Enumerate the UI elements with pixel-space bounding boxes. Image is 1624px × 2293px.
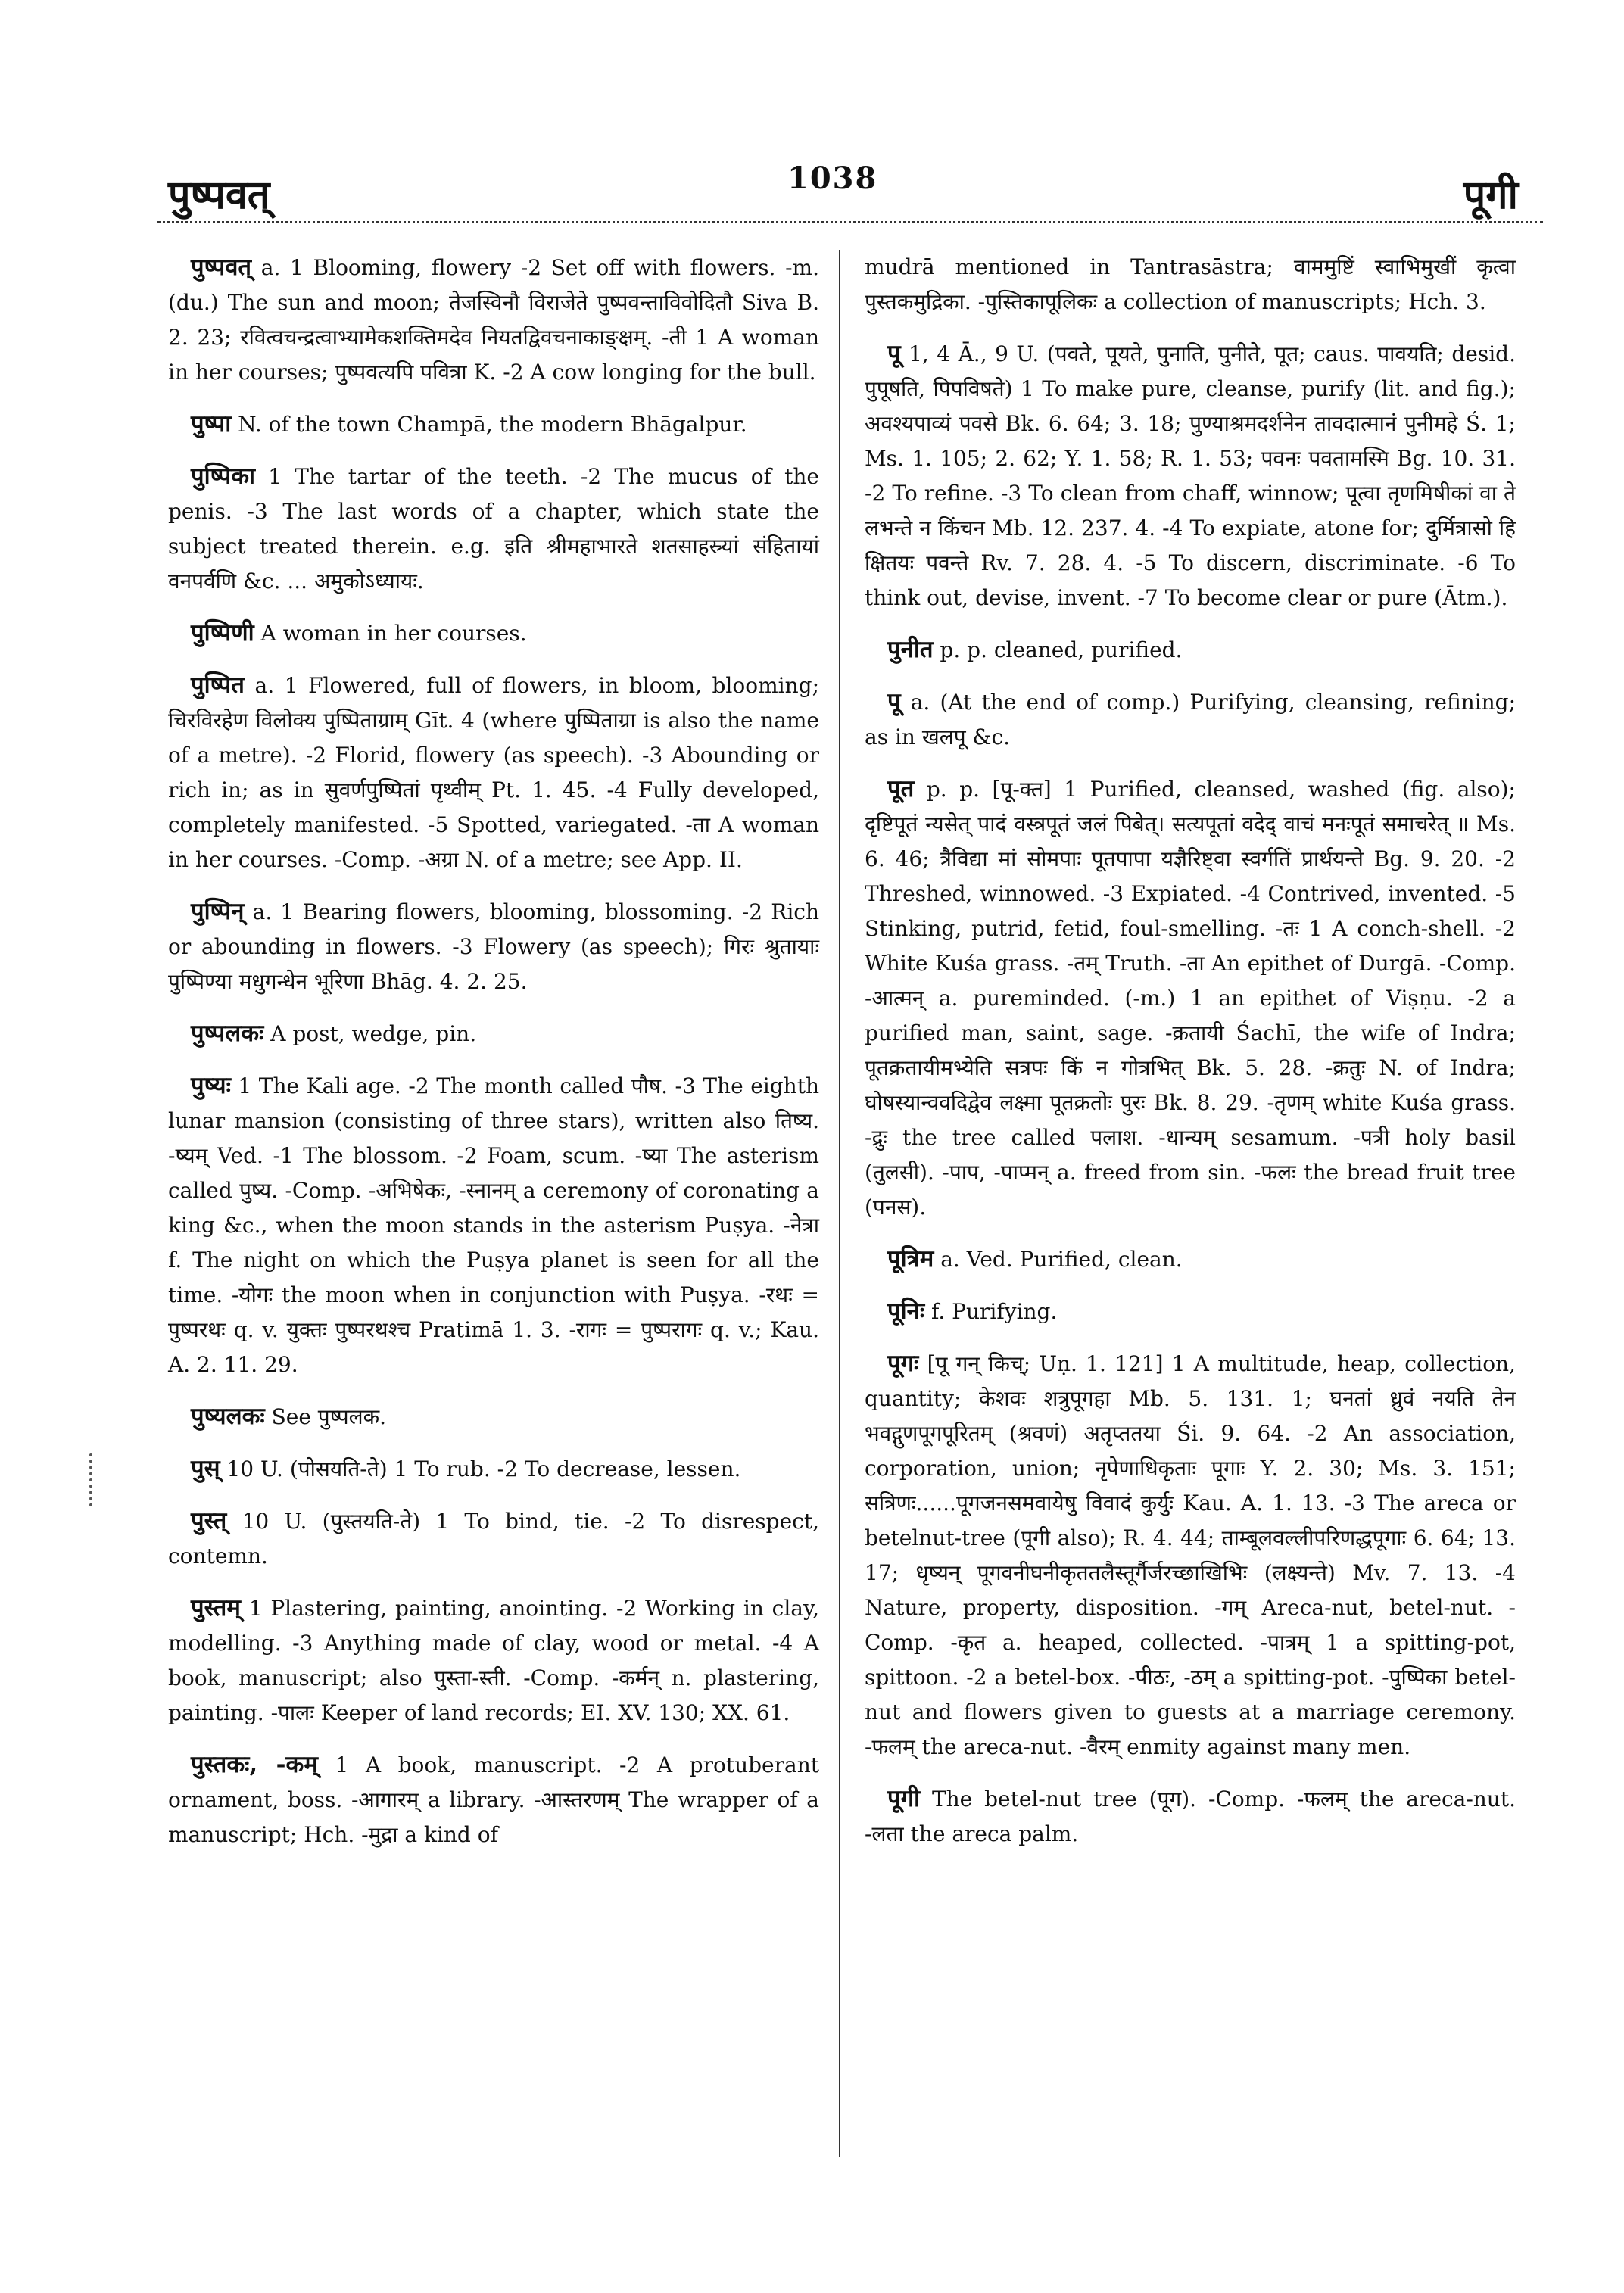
- entry-headword: पुष्पवत्: [191, 254, 252, 281]
- running-head-left: पुष्पवत्: [168, 172, 270, 218]
- dictionary-entry: [168, 1016, 819, 1051]
- entry-definition: p. p. [पू-क्त] 1 Purified, cleansed, washed (fig. also); दृष्टिपूतं न्यसेत् पादं वस्त्रपूतं जलं पिबेत्। सत्यपूतां वदेद् वाचं मनःपूतं समाचरेत् ॥ Ms. 6. 46; त्रैविद्या मां सोमपाः पूतपापा यज्ञैरिष्ट्वा स्वर्गतिं प्रार्थयन्ते Bg. 9. 20. -2 Threshed, winnowed. -3 Expiated. -4 Contrived, invented. -5 Stinking, putrid, fetid, foul-smelling. -तः 1 A conch-shell. -2 White Kuśa grass. -तम् Truth. -ता An epithet of Durgā. -Comp. -आत्मन् a. pureminded. (-m.) 1 an epithet of Viṣṇu. -2 a purified man, saint, sage. -क्रतायी Śachī, the wife of Indra; पूतक्रतायीमभ्येति सत्रपः किं न गोत्रभित् Bk. 5. 28. -क्रतुः N. of Indra; घोषस्यान्ववदिद्वेव लक्ष्मा पूतक्रतोः पुरः Bk. 8. 29. -तृणम् white Kuśa grass. -द्रुः the tree called पलाश. -धान्यम् sesamum. -पत्री holy basil (तुलसी). -पाप, -पाप्मन् a. freed from sin. -फलः the bread fruit tree (पनस).: [865, 777, 1516, 1220]
- entry-headword: पुष्पा: [191, 410, 232, 438]
- dictionary-entry: [168, 1590, 819, 1731]
- dictionary-entry: [168, 459, 819, 599]
- right-column: [865, 250, 1516, 1868]
- page-number: 1038: [787, 160, 878, 196]
- dictionary-entry: [865, 1242, 1516, 1277]
- entry-headword: पूनिः: [887, 1298, 925, 1325]
- entry-headword: पू: [887, 688, 901, 715]
- running-head-right: पूगी: [1463, 172, 1518, 218]
- entry-definition: [पू गन् किच्; Uṇ. 1. 121] 1 A multitude, heap, collection, quantity; केशवः शत्रुपूगहा Mb. 5. 131. 1; घनतां ध्रुवं नयति तेन भवद्गुणपूगपूरितम् (श्रवणं) अतृप्ततया Śi. 9. 64. -2 An association, corporation, union; नृपेणाधिकृताः पूगाः Y. 2. 30; Ms. 3. 151; सत्रिणः......पूगजनसमवायेषु विवादं कुर्युः Kau. A. 1. 13. -3 The areca or betelnut-tree (पूगी also); R. 4. 44; ताम्बूलवल्लीपरिणद्धपूगाः 6. 64; 13. 17; धृष्यन् पूगवनीघनीकृततलैस्तूर्गैर्जरच्छाखिभिः (लक्ष्यन्ते) Mv. 7. 13. -4 Nature, property, disposition. -गम् Areca-nut, betel-nut. -Comp. -कृत a. heaped, collected. -पात्रम् 1 a spitting-pot, spittoon. -2 a betel-box. -पीठः, -ठम् a spitting-pot. -पुष्पिका betel-nut and flowers given to guests at a marriage ceremony. -फलम् the areca-nut. -वैरम् enmity against many men.: [865, 1351, 1516, 1759]
- entry-headword: पुष्पिका: [191, 463, 256, 490]
- dictionary-entry: [168, 407, 819, 442]
- entry-definition: f. Purifying.: [924, 1299, 1058, 1324]
- dictionary-entry: [168, 894, 819, 999]
- dictionary-entry: [168, 250, 819, 390]
- entry-definition: 1 A book, manuscript. -2 A protuberant ornament, boss. -आगारम् a library. -आस्तरणम् The wrapper of a manuscript; Hch. -मुद्रा a kind of: [168, 1752, 819, 1847]
- entry-headword: पूगः: [887, 1350, 919, 1377]
- entry-headword: पू: [887, 340, 901, 367]
- entry-definition: a. (At the end of comp.) Purifying, cleansing, refining; as in खलपू &c.: [865, 690, 1516, 749]
- entry-definition: 1 Plastering, painting, anointing. -2 Working in clay, modelling. -3 Anything made of clay, wood or metal. -4 A book, manuscript; also पुस्ता-स्ती. -Comp. -कर्मन् n. plastering, painting. -पालः Keeper of land records; EI. XV. 130; XX. 61.: [168, 1596, 819, 1725]
- dictionary-entry: [168, 1399, 819, 1435]
- dictionary-entry: [168, 1451, 819, 1487]
- entry-definition: 10 U. (पोसयति-ते) 1 To rub. -2 To decrease, lessen.: [220, 1456, 741, 1481]
- entry-headword: पुष्यलकः: [191, 1403, 265, 1430]
- entry-headword: पुस्तकः, -कम्: [191, 1751, 318, 1778]
- entry-definition: N. of the town Champā, the modern Bhāgalpur.: [231, 412, 747, 437]
- entry-headword: पुस्त्: [191, 1507, 227, 1534]
- entry-headword: पुष्यः: [191, 1072, 231, 1099]
- entry-definition: a. 1 Blooming, flowery -2 Set off with flowers. -m. (du.) The sun and moon; तेजस्विनौ विराजेते पुष्पवन्ताविवोदितौ Siva B. 2. 23; रवित्वचन्द्रत्वाभ्यामेकशक्तिमदेव नियतद्विवचनाकाङ्क्षम्. -ती 1 A woman in her courses; पुष्पवत्यपि पवित्रा K. -2 A cow longing for the bull.: [168, 255, 819, 385]
- entry-definition: A post, wedge, pin.: [263, 1021, 477, 1046]
- dictionary-entry: [865, 336, 1516, 615]
- entry-definition: See पुष्पलक.: [264, 1404, 387, 1429]
- dictionary-entry: [865, 771, 1516, 1225]
- column-divider: [839, 250, 840, 2157]
- dictionary-entry: [865, 632, 1516, 668]
- entry-headword: पुष्पिन्: [191, 898, 245, 925]
- entry-definition: A woman in her courses.: [254, 621, 527, 646]
- entry-definition: p. p. cleaned, purified.: [933, 637, 1183, 662]
- entry-definition: 1, 4 Ā., 9 U. (पवते, पूयते, पुनाति, पुनीते, पूत; caus. पावयति; desid. पुपूषति, पिपविषते) 1 To make pure, cleanse, purify (lit. and fig.); अवश्यपाव्यं पवसे Bk. 6. 64; 3. 18; पुण्याश्रमदर्शनेन तावदात्मानं पुनीमहे Ś. 1; Ms. 1. 105; 2. 62; Y. 1. 58; R. 1. 53; पवनः पवतामस्मि Bg. 10. 31. -2 To refine. -3 To clean from chaff, winnow; पूत्वा तृणमिषीकां वा ते लभन्ते न किंचन Mb. 12. 237. 4. -4 To expiate, atone for; दुर्मित्रासो हि क्षितयः पवन्ते Rv. 7. 28. 4. -5 To discern, discriminate. -6 To think out, devise, invent. -7 To become clear or pure (Ātm.).: [865, 341, 1516, 610]
- dictionary-entry: [168, 668, 819, 877]
- entry-definition: a. Ved. Purified, clean.: [934, 1247, 1183, 1272]
- header-rule: [157, 221, 1543, 223]
- dictionary-entry: [865, 250, 1516, 319]
- dictionary-entry: [168, 1503, 819, 1574]
- dictionary-entry: [865, 1781, 1516, 1852]
- entry-headword: पूत्रिम: [887, 1245, 934, 1273]
- dictionary-entry: [168, 615, 819, 651]
- entry-headword: पुस्: [191, 1455, 220, 1482]
- entry-headword: पूगी: [887, 1785, 921, 1812]
- dictionary-entry: [168, 1068, 819, 1382]
- entry-definition: 10 U. (पुस्तयति-ते) 1 To bind, tie. -2 To disrespect, contemn.: [168, 1509, 819, 1569]
- margin-mark: [89, 1453, 95, 1506]
- dictionary-entry: [865, 684, 1516, 755]
- entry-definition: a. 1 Flowered, full of flowers, in bloom, blooming; चिरविरहेण विलोक्य पुष्पिताग्राम् Gīt. 4 (where पुष्पिताग्रा is also the name of a metre). -2 Florid, flowery (as speech). -3 Abounding or rich in; as in सुवर्णपुष्पितां पृथ्वीम् Pt. 1. 45. -4 Fully developed, completely manifested. -5 Spotted, variegated. -ता A woman in her courses. -Comp. -अग्रा N. of a metre; see App. II.: [168, 673, 819, 872]
- entry-definition: 1 The Kali age. -2 The month called पौष. -3 The eighth lunar mansion (consisting of three stars), written also तिष्य. -ष्यम् Ved. -1 The blossom. -2 Foam, scum. -ष्या The asterism called पुष्य. -Comp. -अभिषेकः, -स्नानम् a ceremony of coronating a king &c., when the moon stands in the asterism Puṣya. -नेत्रा f. The night on which the Puṣya planet is seen for all the time. -योगः the moon when in conjunction with Puṣya. -रथः = पुष्परथः q. v. युक्तः पुष्परथश्च Pratimā 1. 3. -रागः = पुष्परागः q. v.; Kau. A. 2. 11. 29.: [168, 1073, 819, 1377]
- entry-definition: 1 The tartar of the teeth. -2 The mucus of the penis. -3 The last words of a chapter, which state the subject treated therein. e.g. इति श्रीमहाभारते शतसाहस्र्यां संहितायां वनपर्वणि &c. ... अमुकोऽध्यायः.: [168, 464, 819, 594]
- entry-headword: पुष्पिणी: [191, 619, 254, 646]
- entry-headword: पुष्पलकः: [191, 1020, 264, 1047]
- dictionary-entry: [865, 1346, 1516, 1765]
- left-column: [168, 250, 819, 1869]
- entry-definition: The betel-nut tree (पूग). -Comp. -फलम् the areca-nut. -लता the areca palm.: [865, 1787, 1516, 1846]
- entry-definition: mudrā mentioned in Tantrasāstra; वाममुष्टिं स्वाभिमुखीं कृत्वा पुस्तकमुद्रिका. -पुस्तिकापूलिकः a collection of manuscripts; Hch. 3.: [865, 254, 1516, 314]
- dictionary-entry: [865, 1294, 1516, 1329]
- dictionary-entry: [168, 1747, 819, 1852]
- entry-headword: पुष्पित: [191, 671, 245, 699]
- entry-definition: a. 1 Bearing flowers, blooming, blossoming. -2 Rich or abounding in flowers. -3 Flowery (as speech); गिरः श्रुतायाः पुष्पिण्या मधुगन्धेन भूरिणा Bhāg. 4. 2. 25.: [168, 899, 819, 994]
- page-header: [0, 0, 1624, 227]
- entry-headword: पुस्तम्: [191, 1594, 241, 1622]
- entry-headword: पुनीत: [887, 636, 934, 663]
- entry-headword: पूत: [887, 775, 915, 802]
